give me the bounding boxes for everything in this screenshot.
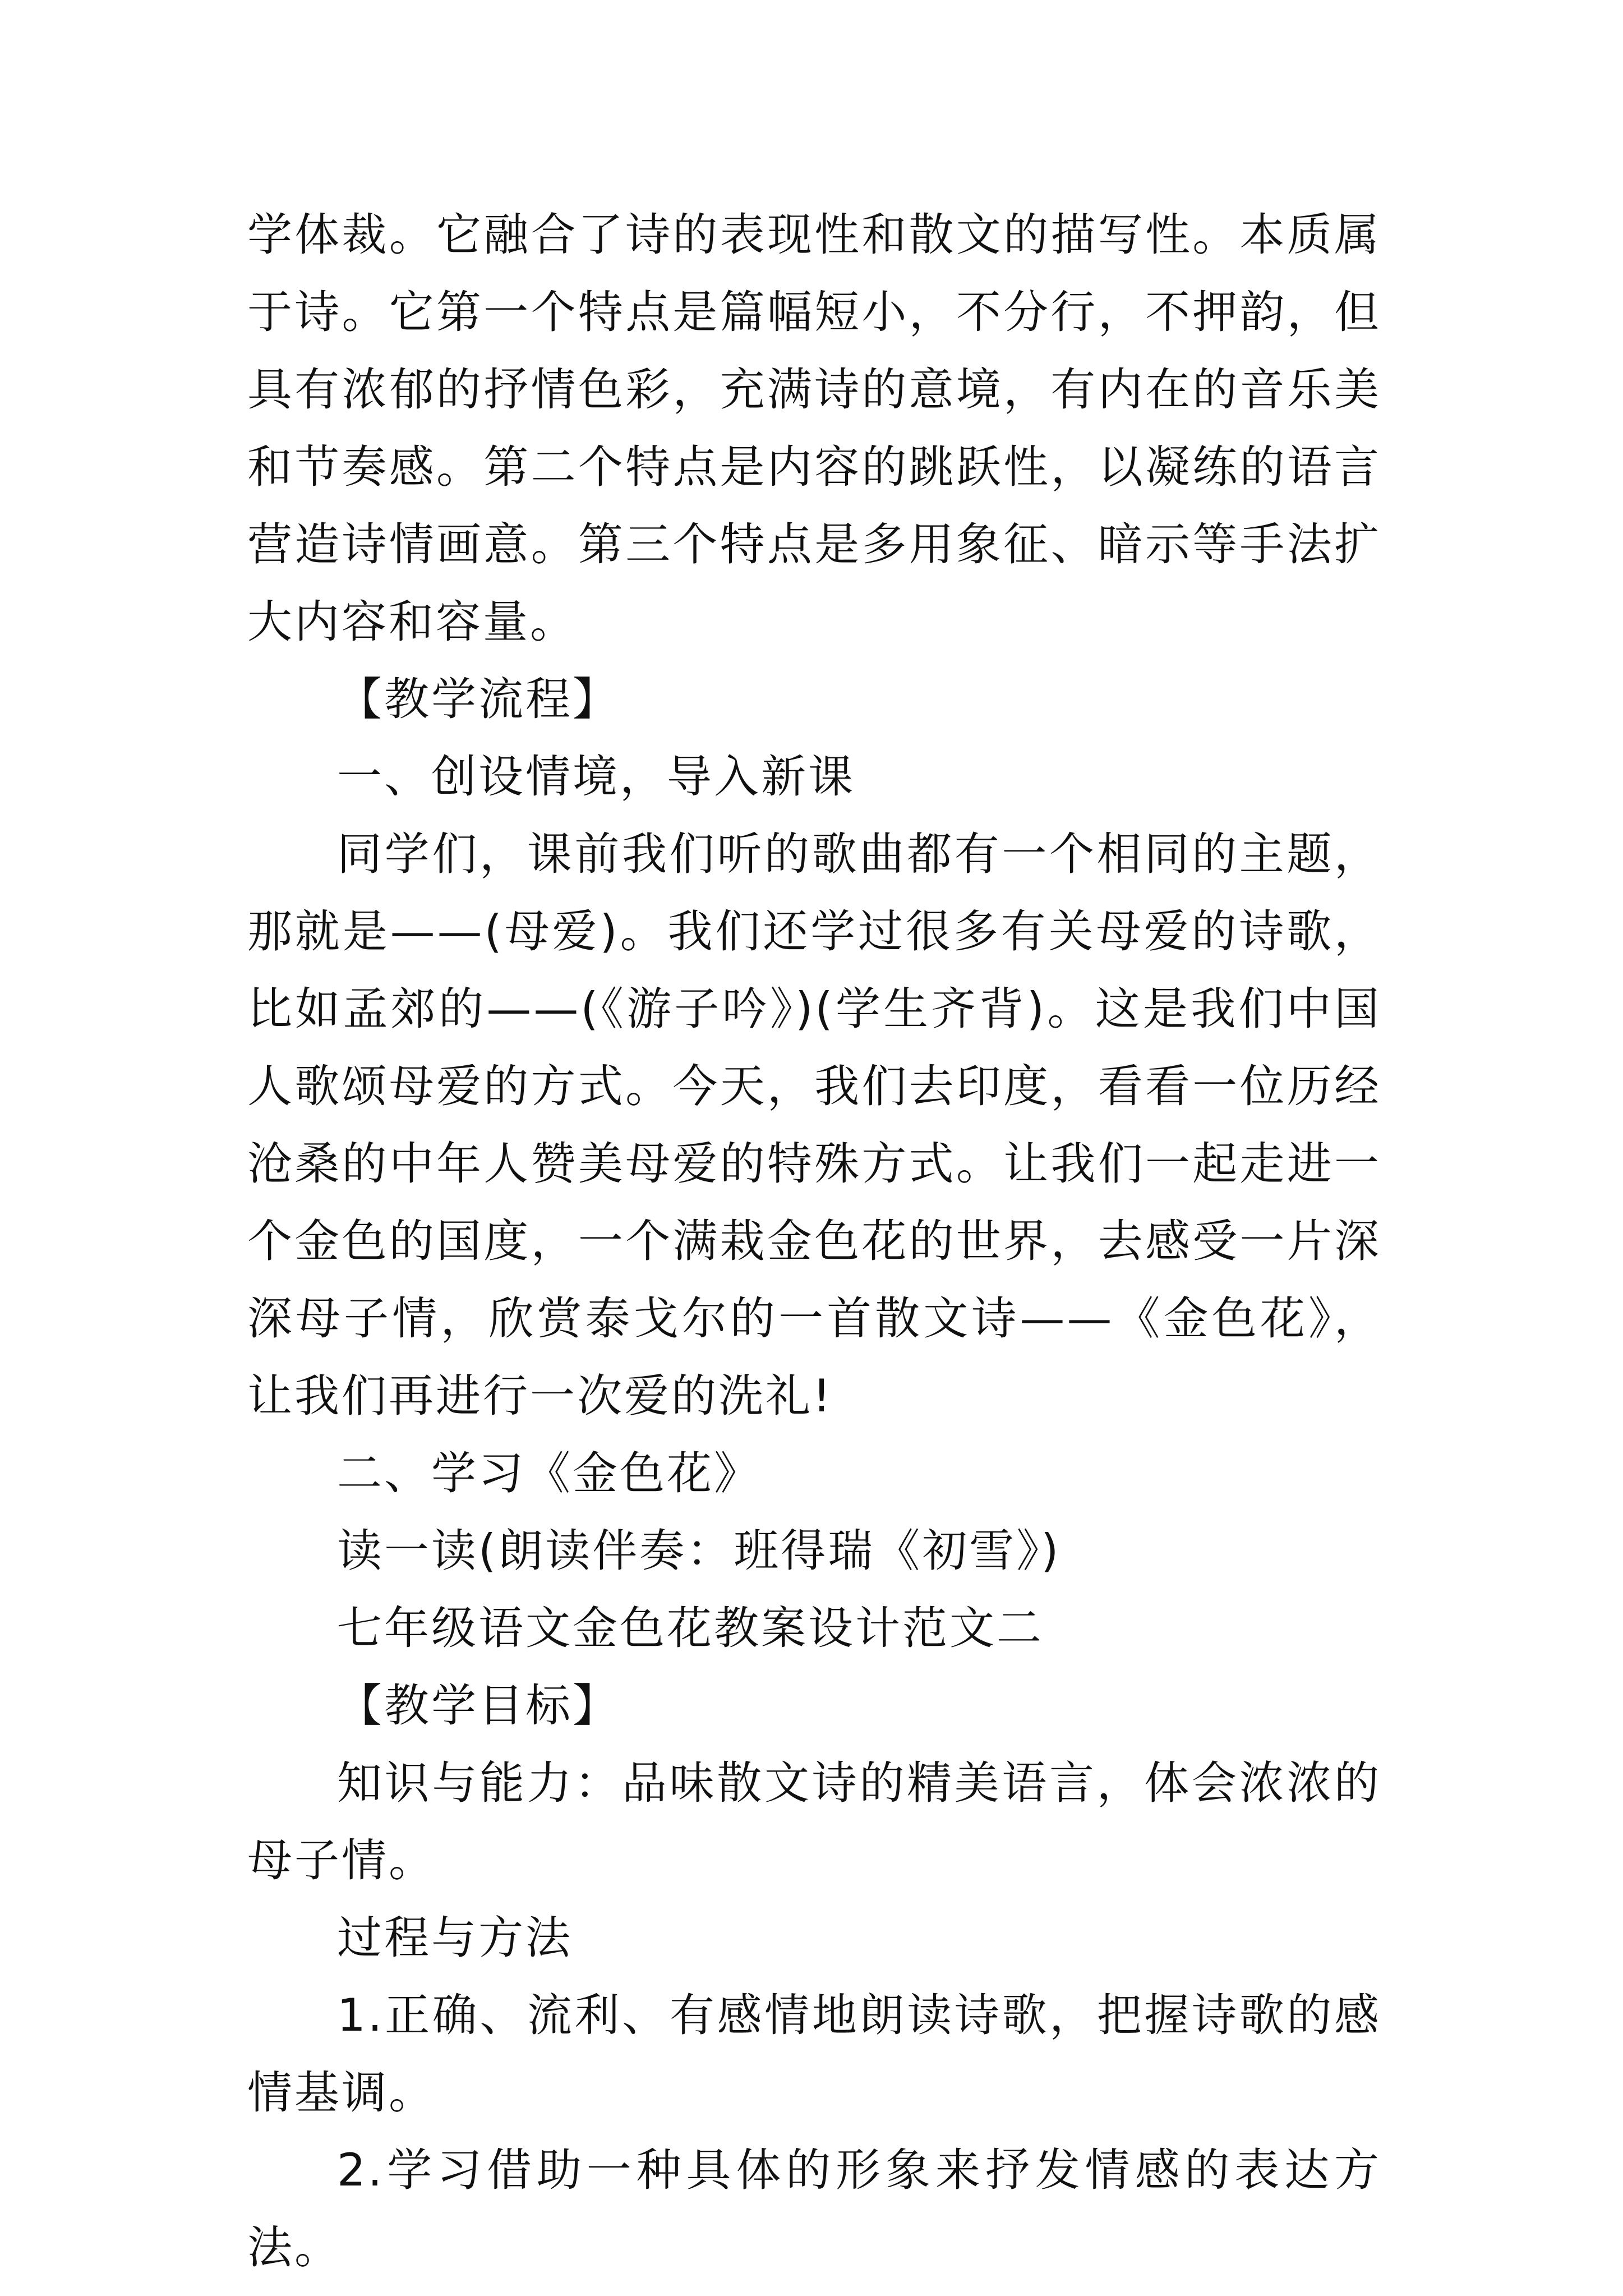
heading-second-sample: 七年级语文金色花教案设计范文二 <box>337 1602 1044 1654</box>
paragraph-intro: 学体裁。它融合了诗的表现性和散文的描写性。本质属于诗。它第一个特点是篇幅短小，不分行，不押韵，但具有浓郁的抒情色彩，充满诗的意境，有内在的音乐美和节奏感。第二个特点是内容的跳跃性，以凝练的语言营造诗情画意。第三个特点是多用象征、暗示等手法扩大内容和容量。 <box>247 209 1381 648</box>
heading-teaching-goals: 【教学目标】 <box>337 1680 620 1732</box>
list-item-1: 1.正确、流利、有感情地朗读诗歌，把握诗歌的感情基调。 <box>247 1989 1381 2119</box>
paragraph-knowledge-ability: 知识与能力：品味散文诗的精美语言，体会浓浓的母子情。 <box>247 1757 1381 1887</box>
section-heading-two: 二、学习《金色花》 <box>337 1447 761 1499</box>
heading-teaching-process: 【教学流程】 <box>337 673 620 725</box>
section-heading-one: 一、创设情境，导入新课 <box>337 751 855 803</box>
list-item-2: 2.学习借助一种具体的形象来抒发情感的表达方法。 <box>247 2144 1381 2274</box>
paragraph-introduction-lesson: 同学们，课前我们听的歌曲都有一个相同的主题，那就是——(母爱)。我们还学过很多有关母爱的诗歌，比如孟郊的——(《游子吟》)(学生齐背)。这是我们中国人歌颂母爱的方式。今天，我们去印度，看看一位历经沧桑的中年人赞美母爱的特殊方式。让我们一起走进一个金色的国度，一个满栽金色花的世界，去感受一片深深母子情，欣赏泰戈尔的一首散文诗——《金色花》，让我们再进行一次爱的洗礼! <box>247 828 1381 1422</box>
paragraph-read-aloud: 读一读(朗读伴奏：班得瑞《初雪》) <box>337 1525 1061 1577</box>
heading-process-method: 过程与方法 <box>337 1912 573 1964</box>
document-body <box>247 196 1381 2286</box>
